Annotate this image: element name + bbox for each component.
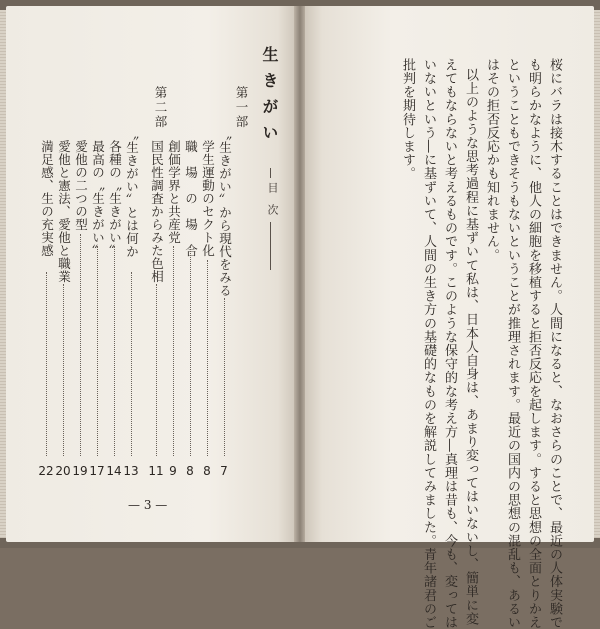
right-page <box>305 6 594 629</box>
toc-entry-page: 8 <box>203 464 211 478</box>
mokuji-label: 目 次 <box>266 182 279 215</box>
text-column: いないという―に基ずいて、人間の生き方の基礎的なものを解説してみました。青年諸君のご <box>421 58 436 629</box>
toc-entry-title: 〝生きがい〟とは何か <box>124 128 140 258</box>
toc-entry-page: 13 <box>123 464 139 478</box>
page-number: — 3 — <box>128 498 168 512</box>
leader-dots <box>80 234 81 456</box>
toc-entry-title: 〝生きがい〟から現代をみる <box>217 128 233 297</box>
leader-dots <box>114 246 115 456</box>
mokuji-rule-bottom <box>270 222 271 270</box>
toc-entry-title: 国民性調査からみた色相 <box>149 140 165 283</box>
toc-entry-title: 愛他の二つの型 <box>73 140 89 231</box>
leader-dots <box>207 260 208 456</box>
book-title: 生きがい <box>260 46 279 150</box>
toc-entry-page: 19 <box>72 464 88 478</box>
toc-entry-title: 創価学界と共産党 <box>166 140 182 244</box>
toc-entry-page: 7 <box>220 464 228 478</box>
leader-dots <box>131 272 132 456</box>
leader-dots <box>190 246 191 456</box>
toc-entry-title: 最高の〝生きがい〟 <box>90 140 106 257</box>
mokuji-rule-top <box>270 168 271 178</box>
leader-dots <box>224 298 225 456</box>
text-column: 批判を期待します。 <box>400 58 415 181</box>
text-column: も明らかなように、他人の細胞を移植すると拒否反応を起します。すると思想の全面とりかえ <box>526 58 541 629</box>
text-column: 以上のような思考過程に基ずいて私は、日本人自身は、あまり変ってはいないし、簡単に変 <box>463 68 478 626</box>
leader-dots <box>173 246 174 456</box>
toc-entry-page: 11 <box>148 464 164 478</box>
toc-entry-page: 22 <box>38 464 54 478</box>
toc-entry-title: 愛他と憲法、愛他と職業 <box>56 140 72 283</box>
part2-label: 第二部 <box>153 86 168 130</box>
text-column: はその拒否反応かも知れません。 <box>484 58 499 262</box>
toc-entry-title: 各種の〝生きがい〟 <box>107 140 123 257</box>
toc-entry-page: 20 <box>55 464 71 478</box>
toc-entry-page: 8 <box>186 464 194 478</box>
toc-entry-page: 9 <box>169 464 177 478</box>
text-column: ということもできそうもないということが推理されます。最近の国内の思想の混乱も、あるい <box>505 58 520 629</box>
toc-entry-title: 学生運動のセクト化 <box>200 140 216 257</box>
toc-entry-page: 14 <box>106 464 122 478</box>
leader-dots <box>156 284 157 456</box>
leader-dots <box>97 246 98 456</box>
toc-entry-page: 17 <box>89 464 105 478</box>
toc-entry-title: 満足感、生の充実感 <box>39 140 55 257</box>
part1-label: 第一部 <box>234 86 249 130</box>
text-column: 桜にバラは接木することはできません。人間になると、なおさらのことで、最近の人体実験で <box>547 58 562 629</box>
leader-dots <box>46 272 47 456</box>
toc-entry-title: 職 場 の 場 合 <box>183 140 199 257</box>
left-page <box>6 6 295 542</box>
text-column: えてもならないと考えるものです。このような保守的な考え方―真理は昔も、今も、変っては <box>442 58 457 629</box>
right-page-edge <box>594 10 600 538</box>
leader-dots <box>63 284 64 456</box>
